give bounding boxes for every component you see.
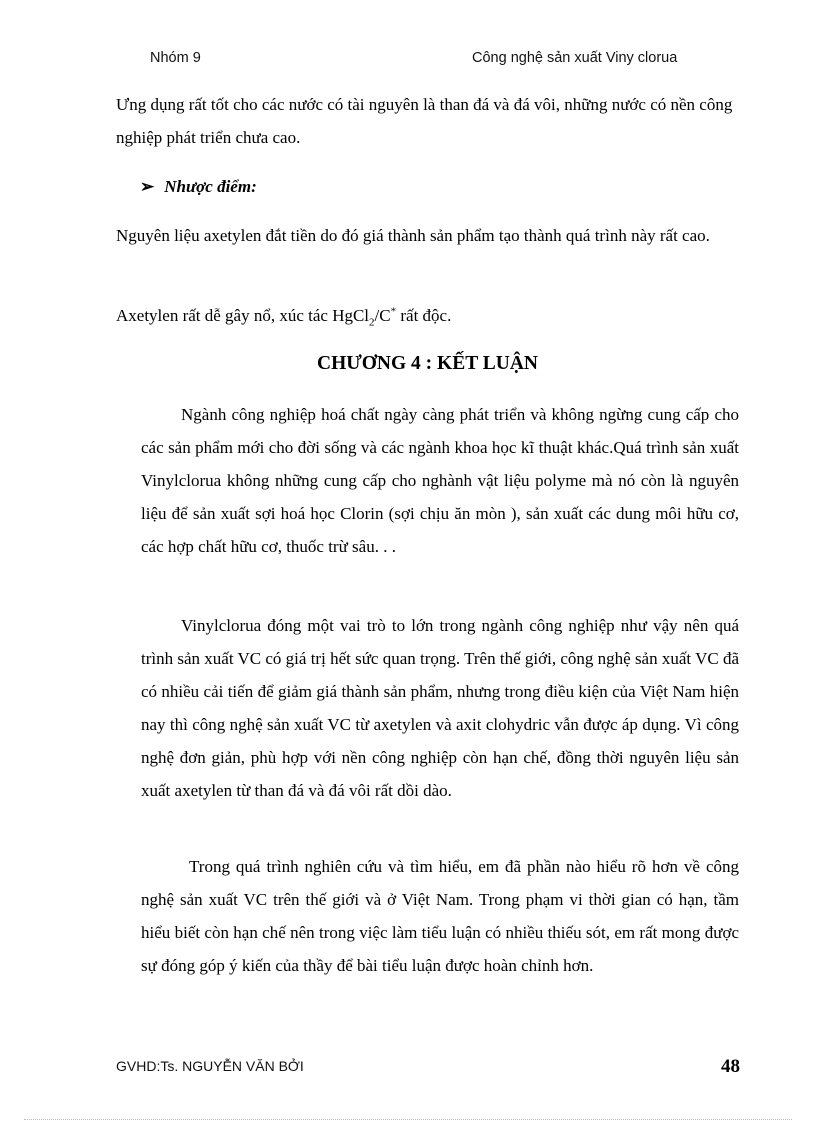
paragraph-conclusion-vinylclorua (141, 609, 739, 807)
formula-subscript: 2 (369, 316, 375, 329)
page-number: 48 (721, 1056, 740, 1077)
paragraph-disadvantage-cost: Nguyên liệu axetylen đắt tiền do đó giá thành sản phẩm tạo thành quá trình này rất cao. (116, 226, 710, 245)
paragraph-conclusion-industry (141, 398, 739, 563)
paragraph-conclusion-vinylclorua-text: Vinylclorua đóng một vai trò to lớn trong ngành công nghiệp như vậy nên quá trình sản xuất VC có giá trị hết sức quan trọng. Trên thế giới, công nghệ sản xuất VC đã có nhiều cải tiến để giảm giá thành sản phẩm, nhưng trong điều kiện của Việt Nam hiện nay thì công nghệ sản xuất VC từ axetylen và axit clohydric vẫn được áp dụng. Vì công nghệ đơn giản, phù hợp với nền công nghiệp còn hạn chế, đồng thời nguyên liệu sản xuất axetylen từ than đá và đá vôi rất dồi dào. (141, 616, 739, 800)
chapter-title: CHƯƠNG 4 : KẾT LUẬN (316, 353, 538, 374)
paragraph-conclusion-research-text: Trong quá trình nghiên cứu và tìm hiểu, em đã phần nào hiểu rõ hơn về công nghệ sản xuất VC trên thế giới và ở Việt Nam. Trong phạm vi thời gian có hạn, tầm hiểu biết còn hạn chế nên trong việc làm tiểu luận có nhiều thiếu sót, em rất mong được sự đóng góp ý kiến của thầy để bài tiểu luận được hoàn chỉnh hơn. (141, 857, 739, 975)
paragraph-advantage-summary: Ưng dụng rất tốt cho các nước có tài nguyên là than đá và đá vôi, những nước có nền công nghiệp phát triển chưa cao. (116, 95, 733, 147)
footer-advisor: GVHD:Ts. NGUYỄN VĂN BỞI (116, 1058, 304, 1074)
header-group: Nhóm 9 (150, 50, 201, 66)
paragraph-conclusion-research (141, 850, 739, 982)
hazard-text-end: rất độc. (396, 306, 452, 325)
header-document-title: Công nghệ sản xuất Viny clorua (472, 50, 678, 66)
arrow-bullet-icon: ➢ (140, 177, 155, 196)
disadvantages-heading-label: Nhược điểm: (164, 177, 257, 196)
paragraph-conclusion-industry-text: Ngành công nghiệp hoá chất ngày càng phát triển và không ngừng cung cấp cho các sản phẩm mới cho đời sống và các ngành khoa học kĩ thuật khác.Quá trình sản xuất Vinylclorua không những cung cấp cho nghành vật liệu polyme mà nó còn là nguyên liệu để sản xuất sợi hoá học Clorin (sợi chịu ăn mòn ), sản xuất các dung môi hữu cơ, các hợp chất hữu cơ, thuốc trừ sâu. . . (141, 405, 739, 556)
paragraph-disadvantage-hazard (116, 299, 716, 332)
disadvantages-heading (140, 172, 257, 202)
hazard-text-start: Axetylen rất dễ gây nổ, xúc tác HgCl (116, 306, 370, 325)
page-bottom-divider (24, 1119, 792, 1120)
formula-catalyst: /C (374, 306, 391, 325)
formula-superscript: * (390, 305, 397, 318)
